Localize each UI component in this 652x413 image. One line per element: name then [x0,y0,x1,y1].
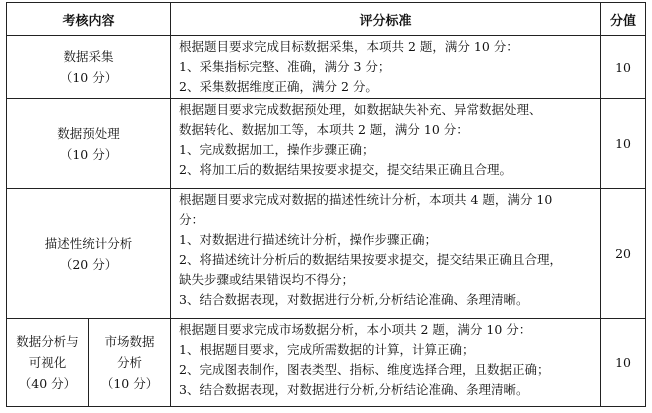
header-criteria: 评分标准 [171,3,601,36]
subcontent-title: 市场数据 [104,334,155,349]
subcontent-title: 分析 [117,355,143,370]
content-title: 数据分析与 [16,334,79,349]
header-row [7,3,646,36]
score-cell: 10 [601,99,646,189]
table-row [7,189,646,319]
score-cell: 10 [601,319,646,407]
content-cell [7,319,89,407]
criteria-cell [171,189,601,319]
content-cell [7,99,171,189]
content-points: （10 分） [59,146,118,162]
score-cell: 20 [601,189,646,319]
content-cell [7,189,171,319]
header-score: 分值 [601,3,646,36]
content-points: （20 分） [59,256,118,272]
criteria-line: 1、根据题目要求，完成所需数据的计算，计算正确； [179,342,475,357]
criteria-line: 2、将描述统计分析后的数据结果按要求提交，提交结果正确且合理， [179,252,562,267]
criteria-line: 分： [179,212,205,227]
content-title: 描述性统计分析 [44,235,133,251]
criteria-line: 根据题目要求完成数据预处理，如数据缺失补充、异常数据处理、 [179,102,542,117]
content-title: 可视化 [28,355,67,370]
criteria-line: 1、完成数据加工，操作步骤正确； [179,142,375,157]
content-title: 数据采集 [63,49,114,64]
criteria-cell [171,36,601,99]
table-row [7,319,646,407]
criteria-line: 1、对数据进行描述统计分析，操作步骤正确； [179,232,437,247]
criteria-line: 3、结合数据表现，对数据进行分析,分析结论准确、条理清晰。 [179,382,529,397]
criteria-line: 数据转化、数据加工等，本项共 2 题，满分 10 分： [179,122,469,137]
table-row [7,99,646,189]
content-title: 数据预处理 [57,125,120,141]
criteria-line: 缺失步骤或结果错误均不得分； [179,272,355,287]
criteria-cell [171,99,601,189]
subcontent-cell [89,319,171,407]
content-points: （40 分） [18,376,77,391]
criteria-line: 根据题目要求完成市场数据分析，本小项共 2 题，满分 10 分： [179,322,532,337]
subcontent-points: （10 分） [100,376,159,391]
score-cell: 10 [601,36,646,99]
criteria-line: 2、完成图表制作，图表类型、指标、维度选择合理，且数据正确； [179,362,550,377]
criteria-line: 2、采集数据维度正确，满分 2 分。 [179,79,378,94]
criteria-line: 根据题目要求完成对数据的描述性统计分析，本项共 4 题，满分 10 [179,192,553,207]
criteria-line: 2、将加工后的数据结果按要求提交，提交结果正确且合理。 [179,162,512,177]
scoring-table [6,2,646,407]
criteria-line: 根据题目要求完成目标数据采集，本项共 2 题，满分 10 分： [179,39,519,54]
header-content: 考核内容 [7,3,171,36]
content-cell [7,36,171,99]
criteria-line: 1、采集指标完整、准确，满分 3 分； [179,59,391,74]
scoring-table-container [6,2,645,407]
table-row [7,36,646,99]
content-points: （10 分） [59,70,118,85]
criteria-cell [171,319,601,407]
criteria-line: 3、结合数据表现，对数据进行分析,分析结论准确、条理清晰。 [179,292,529,307]
